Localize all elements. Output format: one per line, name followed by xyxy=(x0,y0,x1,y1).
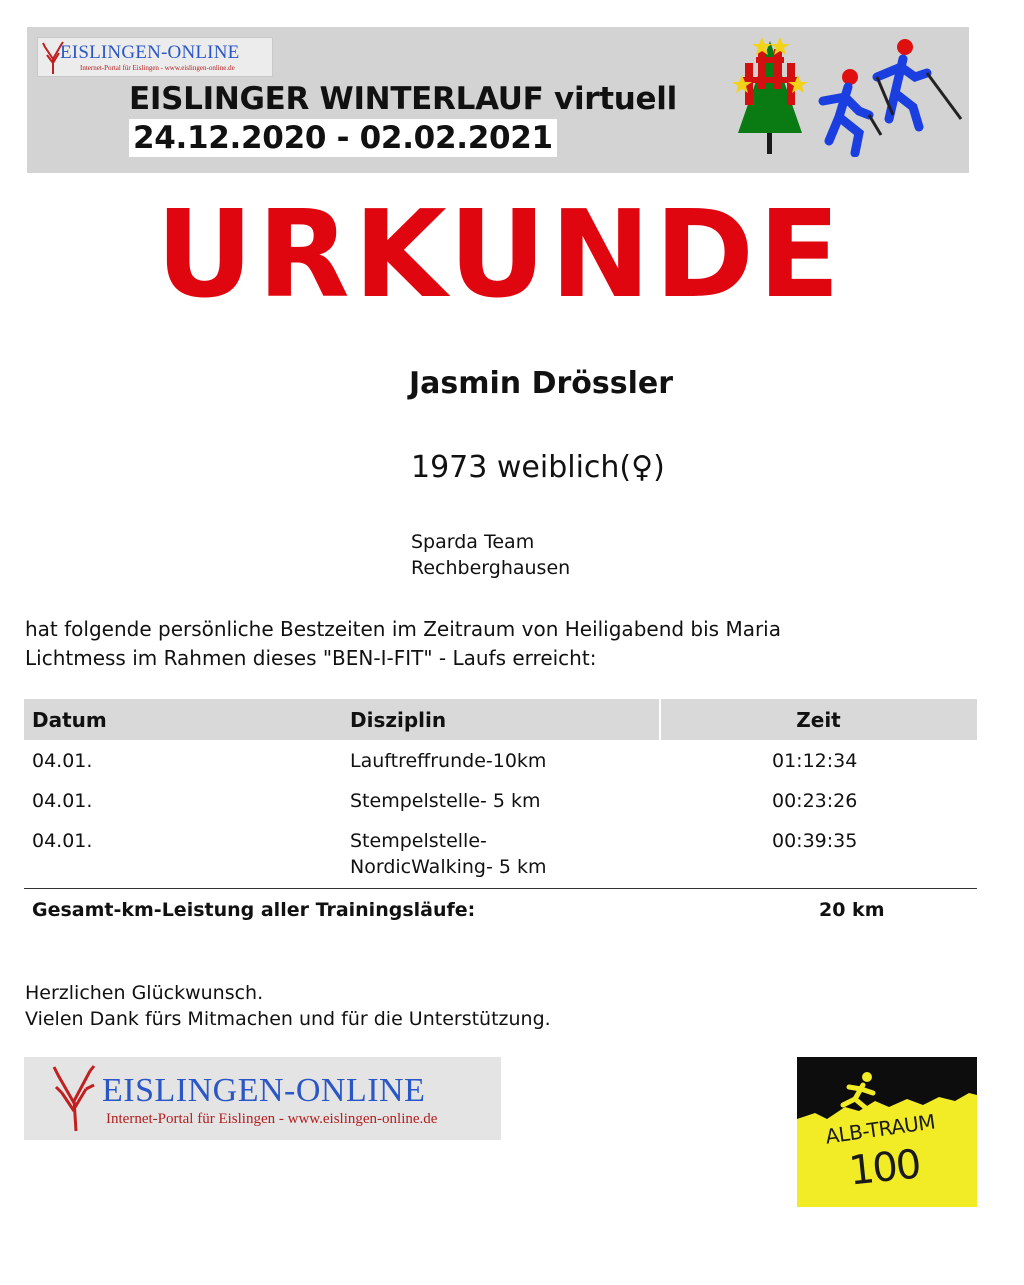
closing-line: Vielen Dank fürs Mitmachen und für die Unterstützung. xyxy=(25,1008,551,1030)
row-time: 00:39:35 xyxy=(772,830,858,852)
table-row xyxy=(24,780,977,820)
table-row xyxy=(24,820,977,888)
intro-line: Lichtmess im Rahmen dieses "BEN-I-FIT" - Laufs erreicht: xyxy=(25,646,597,670)
header-time: Zeit xyxy=(796,708,841,732)
eislingen-tree-logo-icon xyxy=(50,1065,100,1133)
nordic-walker-icon xyxy=(877,39,961,127)
header-logo-tagline: Internet-Portal für Eislingen - www.eislingen-online.de xyxy=(80,64,235,72)
intro-line: hat folgende persönliche Bestzeiten im Zeitraum von Heiligabend bis Maria xyxy=(25,617,781,641)
row-time: 01:12:34 xyxy=(772,750,858,772)
total-label: Gesamt-km-Leistung aller Trainingsläufe: xyxy=(32,899,476,921)
results-header-row xyxy=(24,699,977,740)
participant-name: Jasmin Drössler xyxy=(409,366,674,401)
event-title: EISLINGER WINTERLAUF virtuell xyxy=(129,81,677,117)
header-discipline: Disziplin xyxy=(350,708,447,732)
closing-line: Herzlichen Glückwunsch. xyxy=(25,982,264,1004)
walker-icon xyxy=(823,69,881,153)
albtraum-label: ALB-TRAUM xyxy=(823,1109,937,1149)
row-date: 04.01. xyxy=(32,830,93,852)
total-value: 20 km xyxy=(819,899,885,921)
header-logo xyxy=(37,37,273,77)
header-banner xyxy=(27,27,969,173)
document-title: URKUNDE xyxy=(155,186,845,325)
event-dates: 24.12.2020 - 02.02.2021 xyxy=(129,119,557,157)
total-row xyxy=(24,888,977,933)
intro-paragraph xyxy=(25,615,925,673)
footer-logo-tagline: Internet-Portal für Eislingen - www.eislingen-online.de xyxy=(106,1111,438,1127)
table-row xyxy=(24,740,977,780)
team-line: Rechberghausen xyxy=(411,557,571,579)
header-date: Datum xyxy=(32,708,107,732)
team-line: Sparda Team xyxy=(411,531,535,553)
row-time: 00:23:26 xyxy=(772,790,858,812)
albtraum-number: 100 xyxy=(846,1141,922,1195)
albtraum-logo xyxy=(797,1057,977,1207)
header-logo-name: EISLINGEN-ONLINE xyxy=(60,42,240,63)
row-discipline-line: Stempelstelle- xyxy=(350,830,487,852)
advent-tree-icon xyxy=(730,35,810,157)
row-discipline: Lauftreffrunde-10km xyxy=(350,750,547,772)
row-date: 04.01. xyxy=(32,790,93,812)
row-discipline-line: NordicWalking- 5 km xyxy=(350,856,547,878)
footer-logo xyxy=(24,1057,501,1140)
participant-info: 1973 weiblich(♀) xyxy=(411,450,665,485)
footer-logo-name: EISLINGEN-ONLINE xyxy=(102,1072,426,1109)
closing-text xyxy=(25,980,551,1032)
row-discipline xyxy=(350,828,650,880)
row-date: 04.01. xyxy=(32,750,93,772)
results-table xyxy=(24,699,977,933)
walkers-illustration xyxy=(815,35,965,157)
row-discipline: Stempelstelle- 5 km xyxy=(350,790,541,812)
